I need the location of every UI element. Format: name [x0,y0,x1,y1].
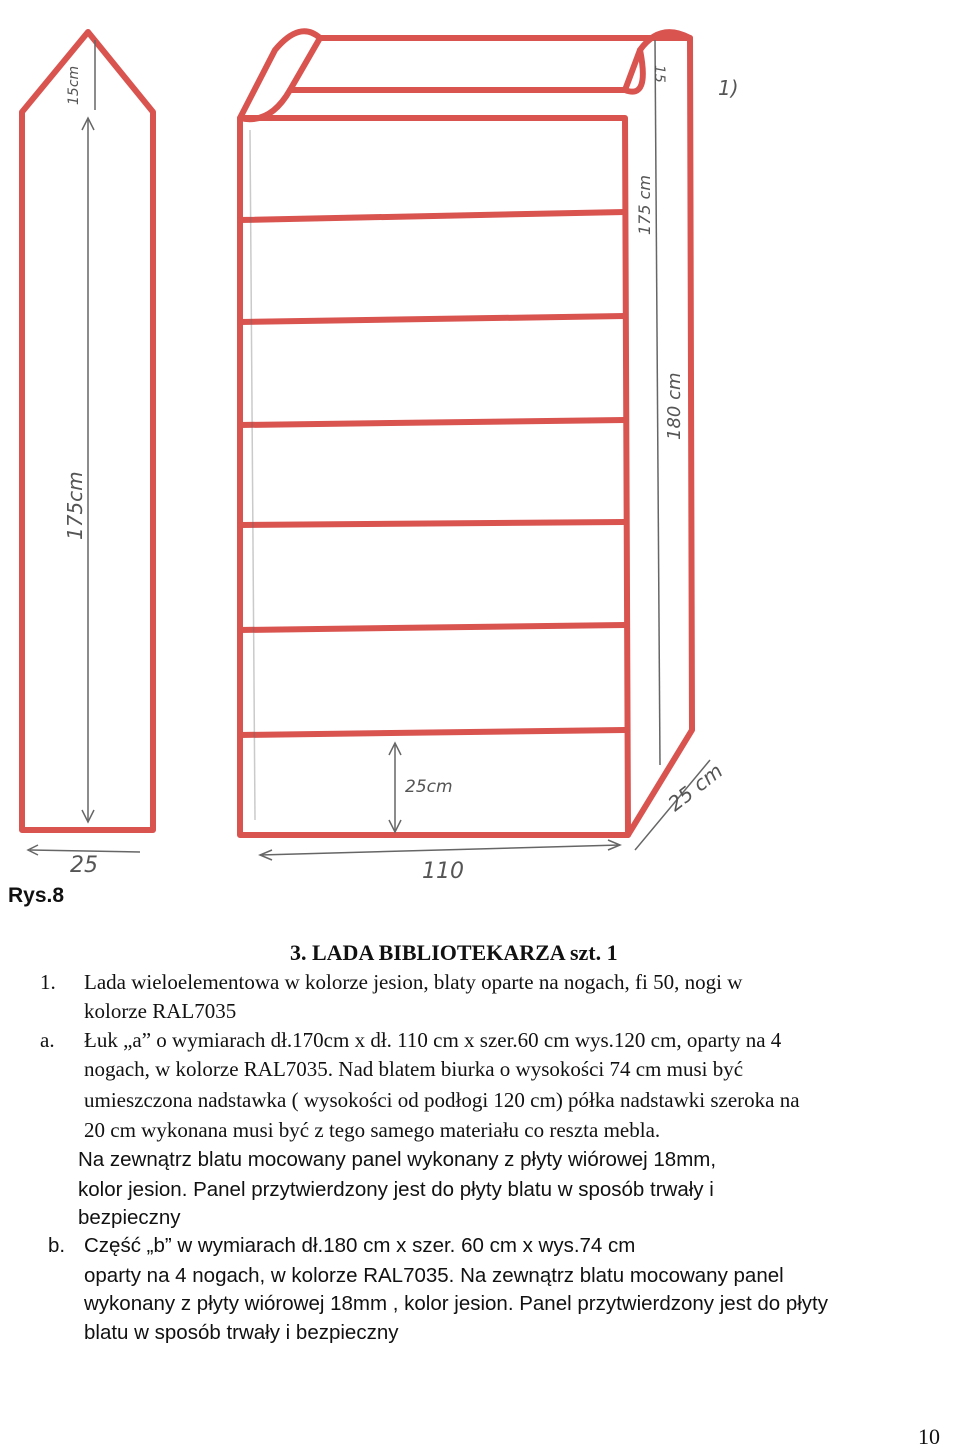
shelf [240,316,625,322]
shelf-gap-label: 25cm [405,777,453,797]
shelf [240,625,625,630]
item-b-line1: Część „b” w wymiarach dł.180 cm x szer. 60 cm x wys.74 cm [84,1234,636,1257]
item-a-line5: Na zewnątrz blatu mocowany panel wykonany z płyty wiórowej 18mm, [78,1148,717,1171]
shelf [240,730,625,735]
item-a-line6: kolor jesion. Panel przytwierdzony jest do płyty blatu w sposób trwały i [78,1178,714,1201]
item-a-line1: Łuk „a” o wymiarach dł.170cm x dł. 110 cm x szer.60 cm wys.120 cm, oparty na 4 [84,1028,782,1052]
item1-line1: Lada wieloelementowa w kolorze jesion, blaty oparte na nogach, fi 50, nogi w [84,970,743,994]
width-label: 110 [422,859,464,884]
depth-label: 25 cm [663,758,728,816]
front-top-label: 15 [651,65,667,83]
item-a-letter: a. [40,1028,55,1052]
item-b-letter: b. [48,1234,66,1257]
side-width-label: 25 [70,853,98,878]
bookcase-top-outline [240,31,320,119]
shelf [240,420,625,425]
item-a-line3: umieszczona nadstawka ( wysokości od podłogi 120 cm) półka nadstawki szeroka na [84,1088,800,1112]
item-b-line4: blatu w sposób trwały i bezpieczny [84,1321,399,1344]
side-top-label: 15cm [66,65,82,105]
bookcase-front-outline [240,118,628,835]
bookcase-top-right [290,32,692,835]
section-heading: 3. LADA BIBLIOTEKARZA szt. 1 [290,940,618,965]
shelf [240,522,625,525]
item1-number: 1. [40,970,56,994]
figure-label: Rys.8 [8,884,65,907]
item-a-line7: bezpieczny [78,1206,181,1229]
item-b-line3: wykonany z płyty wiórowej 18mm , kolor jesion. Panel przytwierdzony jest do płyty [84,1292,828,1315]
item-a-line4: 20 cm wykonana musi być z tego samego materiału co reszta mebla. [84,1118,661,1142]
page-number: 10 [918,1424,940,1449]
front-total-label: 180 cm [664,372,685,440]
item-a-line2: nogach, w kolorze RAL7035. Nad blatem biurka o wysokości 74 cm musi być [84,1057,744,1081]
front-mid-label: 175 cm [635,174,654,235]
side-height-label: 175cm [63,471,87,540]
item1-line2: kolorze RAL7035 [84,999,237,1023]
marker-label: 1) [718,76,739,100]
shelf [240,212,625,220]
item-b-line2: oparty na 4 nogach, w kolorze RAL7035. Na zewnątrz blatu mocowany panel [84,1264,784,1287]
